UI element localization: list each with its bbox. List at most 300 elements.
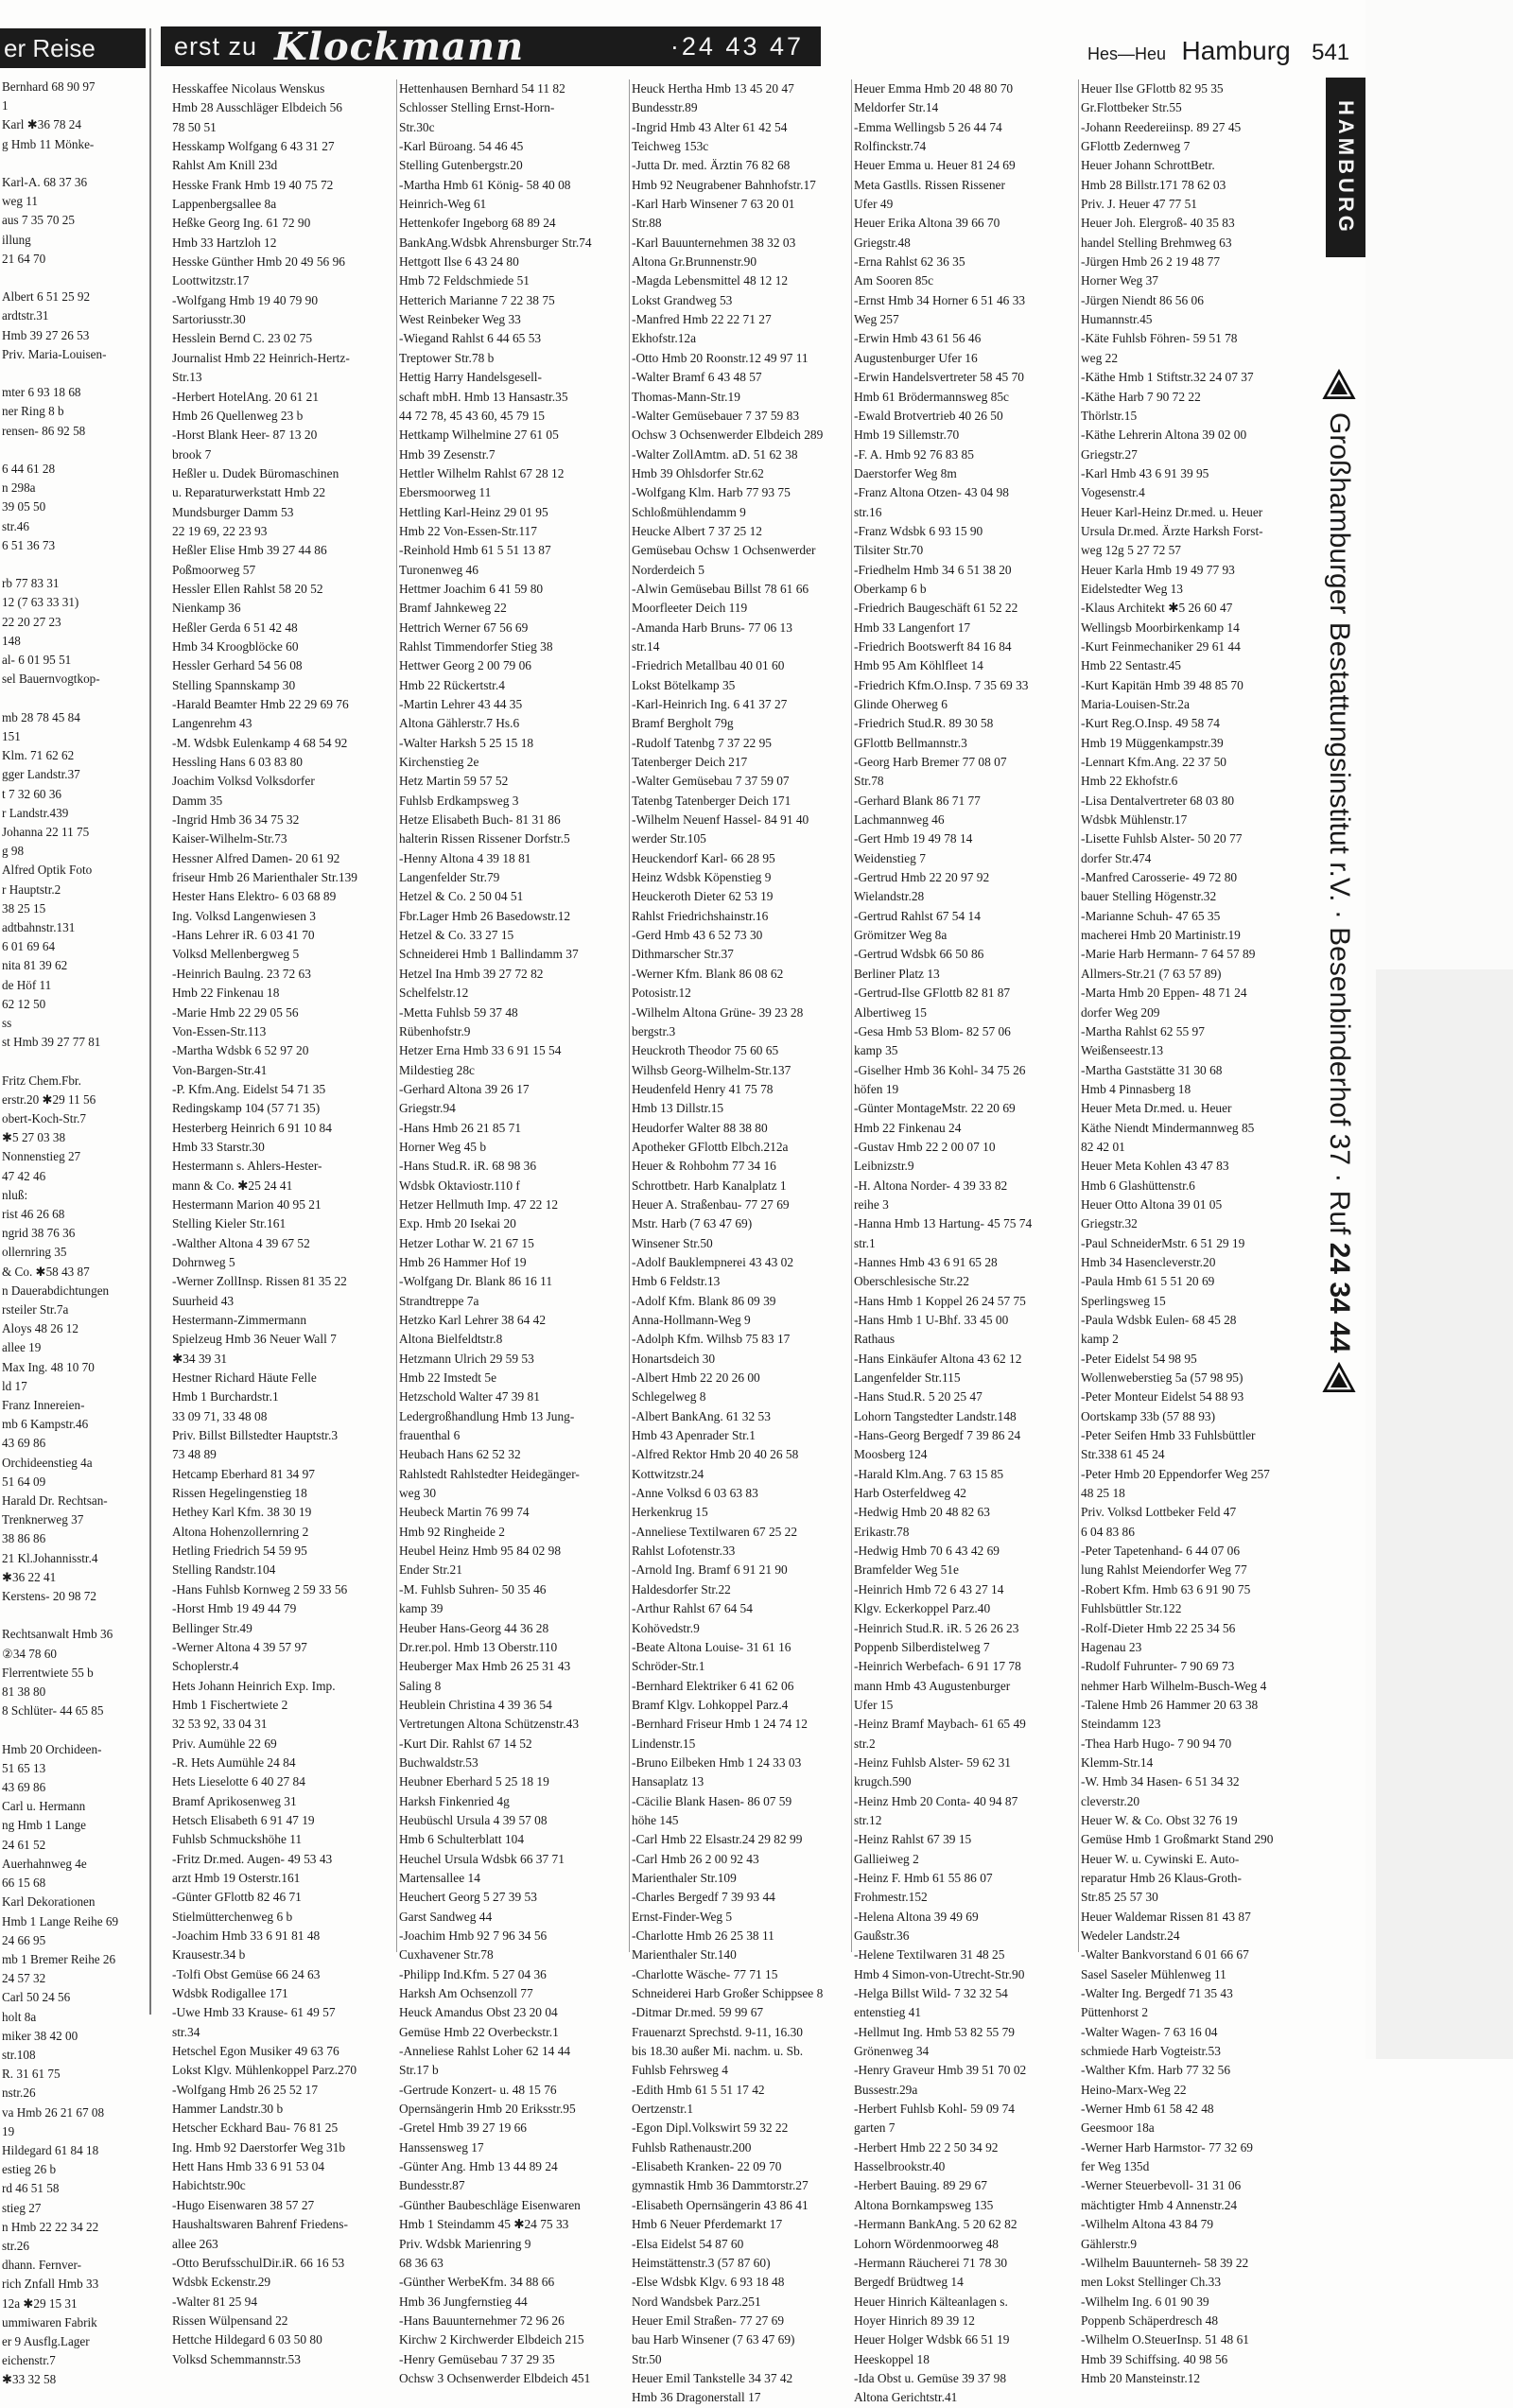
directory-entry-line: Hessler Ellen Rahlst 58 20 52 <box>172 581 323 596</box>
directory-entry-line: -Walter Wagen- 7 63 16 04 <box>1081 2024 1218 2039</box>
previous-page-line: sel Bauernvogtkop- <box>2 672 100 687</box>
directory-entry-line: bergstr.3 <box>632 1023 676 1038</box>
directory-entry-line: Heßler u. Dudek Büromaschinen <box>172 465 339 480</box>
directory-entry-line: Teichweg 153c <box>632 139 709 154</box>
directory-entry-line: -Ewald Brotvertrieb 40 26 50 <box>854 408 1003 423</box>
directory-entry-line: Heinz Wdsbk Köpenstieg 9 <box>632 870 772 885</box>
directory-entry-line: Hanssensweg 17 <box>399 2139 484 2155</box>
directory-entry-line: -Walter ZollAmtm. aD. 51 62 38 <box>632 446 798 462</box>
directory-entry-line: Hetzer Lothar W. 21 67 15 <box>399 1235 534 1250</box>
directory-entry-line: Hestermann-Zimmermann <box>172 1313 307 1327</box>
directory-entry-line: -Cäcilie Blank Hasen- 86 07 59 <box>632 1793 792 1808</box>
directory-entry-line: Poppenb Silberdistelweg 7 <box>854 1639 990 1654</box>
directory-entry-line: -Arnold Ing. Bramf 6 91 21 90 <box>632 1562 788 1578</box>
directory-entry-line: -Hermann Räucherei 71 78 30 <box>854 2255 1008 2270</box>
directory-entry-line: arzt Hmb 19 Osterstr.161 <box>172 1870 301 1885</box>
directory-entry-line: Glinde Oherweg 6 <box>854 697 948 711</box>
directory-entry-line: Schrottbetr. Harb Kanalplatz 1 <box>632 1178 787 1193</box>
directory-entry-line: -Paul SchneiderMstr. 6 51 29 19 <box>1081 1235 1245 1250</box>
directory-entry-line: Hmb 22 Finkenau 24 <box>854 1120 962 1135</box>
directory-entry-line: Oortskamp 33b (57 88 93) <box>1081 1408 1216 1423</box>
directory-entry-line: Hoyer Hinrich 89 39 12 <box>854 2312 975 2328</box>
previous-page-line: Fritz Chem.Fbr. <box>2 1073 81 1088</box>
previous-page-line: weg 11 <box>2 194 38 209</box>
directory-entry-line: Priv. Aumühle 22 69 <box>172 1736 277 1751</box>
directory-entry-line: Heuchel Ursula Wdsbk 66 37 71 <box>399 1851 565 1866</box>
bestattungsinstitut-logo-icon <box>1322 369 1356 403</box>
directory-entry-line: Buchwaldstr.53 <box>399 1754 478 1770</box>
directory-entry-line: 73 48 89 <box>172 1447 217 1462</box>
directory-entry-line: -Günter MontageMstr. 22 20 69 <box>854 1101 1016 1116</box>
directory-entry-line: Heuer Ilse GFlottb 82 95 35 <box>1081 81 1224 96</box>
previous-page-line: Carl 50 24 56 <box>2 1990 71 2005</box>
directory-entry-line: Heubüschl Ursula 4 39 57 08 <box>399 1812 548 1827</box>
directory-entry-line: Hetzer Erna Hmb 33 6 91 15 54 <box>399 1043 562 1058</box>
directory-entry-line: Heubeck Martin 76 99 74 <box>399 1505 530 1520</box>
directory-entry-line: Kirchw 2 Kirchwerder Elbdeich 215 <box>399 2332 584 2347</box>
previous-page-line: ✱5 27 03 38 <box>2 1130 66 1145</box>
previous-page-line: 6 01 69 64 <box>2 939 56 954</box>
directory-entry-line: Lokst Grandweg 53 <box>632 292 733 307</box>
directory-entry-line: Hetscher Eckhard Bau- 76 81 25 <box>172 2120 339 2136</box>
directory-entry-line: -F. A. Hmb 92 76 83 85 <box>854 446 974 462</box>
previous-page-line: 43 69 86 <box>2 1780 46 1795</box>
directory-entry-line: Rolfinckstr.74 <box>854 139 927 154</box>
directory-entry-line: -W. Hmb 34 Hasen- 6 51 34 32 <box>1081 1774 1240 1789</box>
directory-entry-line: 6 04 83 86 <box>1081 1524 1135 1539</box>
directory-entry-line: Harksh Finkenried 4g <box>399 1793 510 1808</box>
directory-entry-line: werder Str.105 <box>632 831 706 846</box>
directory-entry-line: -Arthur Rahlst 67 64 54 <box>632 1601 753 1616</box>
directory-entry-line: Saling 8 <box>399 1678 442 1693</box>
directory-entry-line: -Bernhard Friseur Hmb 1 24 74 12 <box>632 1717 808 1732</box>
previous-page-line: al- 6 01 95 51 <box>2 653 72 668</box>
directory-entry-line: -Rudolf Tatenbg 7 37 22 95 <box>632 735 772 750</box>
previous-page-line: str.26 <box>2 2238 29 2253</box>
directory-entry-line: Heuer Meta Dr.med. u. Heuer <box>1081 1101 1232 1116</box>
previous-page-line: 24 57 32 <box>2 1971 46 1986</box>
directory-entry-line: Hmb 6 Feldstr.13 <box>632 1274 721 1289</box>
directory-entry-line: Weg 257 <box>854 312 899 327</box>
directory-entry-line: Tatenbg Tatenberger Deich 171 <box>632 793 791 808</box>
directory-entry-line: Heuer Waldemar Rissen 81 43 87 <box>1081 1909 1251 1924</box>
directory-entry-line: Hammer Landstr.30 b <box>172 2102 284 2117</box>
directory-entry-line: lung Rahlst Meiendorfer Weg 77 <box>1081 1562 1247 1578</box>
directory-entry-line: Griegstr.32 <box>1081 1216 1138 1231</box>
directory-entry-line: Stielmütterchenweg 6 b <box>172 1909 293 1924</box>
previous-page-line: 51 64 09 <box>2 1474 46 1489</box>
previous-page-line: va Hmb 26 21 67 08 <box>2 2104 105 2120</box>
directory-entry-line: -Philipp Ind.Kfm. 5 27 04 36 <box>399 1966 547 1981</box>
directory-entry-line: Poppenb Schäperdresch 48 <box>1081 2312 1219 2328</box>
previous-page-line: rensen- 86 92 58 <box>2 423 86 438</box>
directory-entry-line: -Herbert Hmb 22 2 50 34 92 <box>854 2139 999 2155</box>
previous-page-line: ②34 78 60 <box>2 1646 57 1661</box>
previous-page-line: Orchideenstieg 4a <box>2 1455 93 1470</box>
directory-entry-line: Hmb 6 Neuer Pferdemarkt 17 <box>632 2217 783 2232</box>
directory-entry-line: -Johann Reedereiinsp. 89 27 45 <box>1081 119 1242 134</box>
previous-page-line: t 7 32 60 36 <box>2 786 62 801</box>
directory-entry-line: -Walter Bankvorstand 6 01 66 67 <box>1081 1947 1249 1963</box>
directory-entry-line: Hmb 4 Simon-von-Utrecht-Str.90 <box>854 1966 1025 1981</box>
previous-page-line: ardtstr.31 <box>2 308 49 323</box>
directory-entry-line: Griegstr.48 <box>854 235 911 250</box>
directory-entry-line: Vertretungen Altona Schützenstr.43 <box>399 1717 580 1732</box>
directory-entry-line: Lohorn Wördenmoorweg 48 <box>854 2236 999 2251</box>
previous-page-line: rb 77 83 31 <box>2 576 60 591</box>
directory-entry-line: -Friedhelm Hmb 34 6 51 38 20 <box>854 562 1012 577</box>
directory-entry-line: str.2 <box>854 1736 876 1751</box>
directory-entry-line: Damm 35 <box>172 793 223 808</box>
hamburg-side-tab: HAMBURG <box>1326 78 1365 257</box>
directory-entry-line: krugch.590 <box>854 1774 912 1789</box>
directory-entry-line: Ufer 15 <box>854 1697 894 1712</box>
directory-entry-line: -Heinz Fuhlsb Alster- 59 62 31 <box>854 1754 1011 1770</box>
directory-entry-line: -Marie Harb Hermann- 7 64 57 89 <box>1081 947 1256 962</box>
directory-entry-line: Von-Essen-Str.113 <box>172 1023 267 1038</box>
directory-entry-line: Cuxhavener Str.78 <box>399 1947 494 1963</box>
column-divider <box>1078 79 1079 1952</box>
directory-entry-line: Moosberg 124 <box>854 1447 928 1462</box>
directory-entry-line: Wdsbk Oktaviostr.110 f <box>399 1178 520 1193</box>
directory-entry-line: Oberschlesische Str.22 <box>854 1274 969 1289</box>
directory-entry-line: Ufer 49 <box>854 197 894 212</box>
directory-entry-line: Apotheker GFlottb Elbch.212a <box>632 1139 789 1154</box>
directory-entry-line: -Friedrich Metallbau 40 01 60 <box>632 658 785 673</box>
directory-entry-line: -Charlotte Hmb 26 25 38 11 <box>632 1928 774 1943</box>
directory-entry-line: -Alwin Gemüsebau Billst 78 61 66 <box>632 581 809 596</box>
directory-entry-line: Gählerstr.9 <box>1081 2236 1138 2251</box>
directory-entry-line: Lindenstr.15 <box>632 1736 696 1751</box>
directory-entry-line: -Ditmar Dr.med. 59 99 67 <box>632 2005 764 2020</box>
directory-entry-line: Herkenkrug 15 <box>632 1505 708 1520</box>
directory-entry-line: Treptower Str.78 b <box>399 350 495 365</box>
previous-page-line: Hmb 39 27 26 53 <box>2 327 90 342</box>
directory-entry-line: Rahlst Am Knill 23d <box>172 158 278 173</box>
directory-entry-line: Hetzel & Co. 33 27 15 <box>399 928 514 943</box>
directory-entry-line: -Gertrud-Ilse GFlottb 82 81 87 <box>854 986 1011 1001</box>
directory-entry-line: Hettling Karl-Heinz 29 01 95 <box>399 504 548 519</box>
directory-entry-line: Sartoriusstr.30 <box>172 312 246 327</box>
directory-entry-line: Hesslein Bernd C. 23 02 75 <box>172 331 313 346</box>
directory-entry-line: Sperlingsweg 15 <box>1081 1293 1166 1308</box>
directory-entry-line: 22 19 69, 22 23 93 <box>172 523 268 538</box>
directory-entry-line: Dr.rer.pol. Hmb 13 Oberstr.110 <box>399 1639 558 1654</box>
directory-entry-line: -Gerhard Blank 86 71 77 <box>854 793 981 808</box>
previous-page-line: st Hmb 39 27 77 81 <box>2 1035 101 1050</box>
directory-entry-line: fer Weg 135d <box>1081 2159 1150 2174</box>
directory-entry-line: -Anneliese Rahlst Loher 62 14 44 <box>399 2044 571 2059</box>
previous-page-line: Carl u. Hermann <box>2 1799 86 1814</box>
directory-column-5 <box>1081 79 1308 2385</box>
directory-entry-line: Heuer Emil Tankstelle 34 37 42 <box>632 2370 793 2385</box>
directory-entry-line: -Heinrich Baulng. 23 72 63 <box>172 966 311 981</box>
directory-entry-line: 78 50 51 <box>172 119 217 134</box>
directory-entry-line: Schlosser Stelling Ernst-Horn- <box>399 100 555 115</box>
directory-entry-line: Hmb 28 Billstr.171 78 62 03 <box>1081 177 1226 192</box>
previous-page-line: aus 7 35 70 25 <box>2 213 75 228</box>
directory-entry-line: Exp. Hmb 20 Isekai 20 <box>399 1216 516 1231</box>
banner-prefix: erst zu <box>174 31 258 61</box>
directory-entry-line: Hett Hans Hmb 33 6 91 53 04 <box>172 2159 325 2174</box>
directory-entry-line: Hettig Harry Handelsgesell- <box>399 370 542 385</box>
directory-entry-line: -Metta Fuhlsb 59 37 48 <box>399 1004 518 1020</box>
directory-entry-line: Hestner Richard Häute Felle <box>172 1370 317 1386</box>
directory-entry-line: dorfer Str.474 <box>1081 850 1152 865</box>
previous-page-line <box>2 154 146 173</box>
directory-entry-line: Marienthaler Str.140 <box>632 1947 737 1963</box>
directory-entry-line: Altona Hohenzollernring 2 <box>172 1524 309 1539</box>
previous-page-line: 21 Kl.Johannisstr.4 <box>2 1550 98 1565</box>
directory-entry-line: -Wiegand Rahlst 6 44 65 53 <box>399 331 542 346</box>
directory-entry-line: -Harald Klm.Ang. 7 63 15 85 <box>854 1466 1004 1481</box>
directory-entry-line: -Rolf-Dieter Hmb 22 25 34 56 <box>1081 1620 1236 1635</box>
directory-entry-line: Hets Johann Heinrich Exp. Imp. <box>172 1678 336 1693</box>
directory-entry-line: Hetzel & Co. 2 50 04 51 <box>399 889 524 904</box>
directory-entry-line: Str.13 <box>172 370 202 385</box>
directory-entry-line: -Edith Hmb 61 5 51 17 42 <box>632 2082 765 2097</box>
directory-entry-line: -Heinz Bramf Maybach- 61 65 49 <box>854 1717 1026 1732</box>
directory-entry-line: -Käthe Harb 7 90 72 22 <box>1081 389 1201 404</box>
directory-entry-line: Daerstorfer Weg 8m <box>854 465 957 480</box>
directory-entry-line: Hettgott Ilse 6 43 24 80 <box>399 254 519 270</box>
directory-entry-line: -Elisabeth Opernsängerin 43 86 41 <box>632 2197 809 2212</box>
directory-entry-line: Hettwer Georg 2 00 79 06 <box>399 658 531 673</box>
directory-entry-line: -Reinhold Hmb 61 5 51 13 87 <box>399 543 551 558</box>
directory-entry-line: Heuer Meta Kohlen 43 47 83 <box>1081 1159 1229 1174</box>
directory-entry-line: 48 25 18 <box>1081 1486 1125 1501</box>
directory-entry-line: -Otto Hmb 20 Roonstr.12 49 97 11 <box>632 350 809 365</box>
directory-entry-line: Heucke Albert 7 37 25 12 <box>632 523 762 538</box>
previous-page-line: r Landstr.439 <box>2 805 69 820</box>
directory-entry-line: -Robert Kfm. Hmb 63 6 91 90 75 <box>1081 1581 1251 1597</box>
previous-page-line: ollernring 35 <box>2 1245 67 1260</box>
directory-entry-line: Hettkamp Wilhelmine 27 61 05 <box>399 428 559 443</box>
directory-column-2 <box>399 79 626 2385</box>
directory-entry-line: -Helene Textilwaren 31 48 25 <box>854 1947 1005 1963</box>
directory-entry-line: 82 42 01 <box>1081 1139 1125 1154</box>
directory-entry-line: -Herbert Bauing. 89 29 67 <box>854 2178 987 2193</box>
directory-entry-line: Stelling Kieler Str.161 <box>172 1216 287 1231</box>
directory-entry-line: -Herbert Fuhlsb Kohl- 59 09 74 <box>854 2102 1015 2117</box>
directory-entry-line: Volksd Schemmannstr.53 <box>172 2351 301 2366</box>
previous-page-line: 38 86 86 <box>2 1531 46 1546</box>
previous-page-line: Johanna 22 11 75 <box>2 824 90 839</box>
klockmann-banner <box>161 24 821 69</box>
directory-entry-line: Hmb 33 Hartzloh 12 <box>172 235 277 250</box>
directory-entry-line: Harb Osterfeldweg 42 <box>854 1486 966 1501</box>
previous-page-line: allee 19 <box>2 1340 42 1355</box>
directory-entry-line: Albertiweg 15 <box>854 1004 927 1020</box>
directory-entry-line: -Franz Wdsbk 6 93 15 90 <box>854 523 983 538</box>
directory-entry-line: -Martha Wdsbk 6 52 97 20 <box>172 1043 309 1058</box>
directory-entry-line: Heeskoppel 18 <box>854 2351 930 2366</box>
directory-entry-line: Horner Weg 37 <box>1081 273 1158 288</box>
directory-entry-line: -Friedrich Kfm.O.Insp. 7 35 69 33 <box>854 677 1029 692</box>
directory-entry-line: Hettrich Werner 67 56 69 <box>399 619 529 635</box>
page-header <box>1087 36 1371 70</box>
directory-entry-line: Gemüse Hmb 22 Overbeckstr.1 <box>399 2024 559 2039</box>
directory-entry-line: bau Harb Winsener (7 63 47 69) <box>632 2332 795 2347</box>
previous-page-line: Flerrentwiete 55 b <box>2 1665 94 1680</box>
directory-entry-line: -Franz Altona Otzen- 43 04 98 <box>854 485 1009 500</box>
previous-page-line: 6 51 36 73 <box>2 537 56 552</box>
previous-page-line: 43 69 86 <box>2 1436 46 1451</box>
previous-page-line <box>2 1052 146 1071</box>
previous-page-line: rsteiler Str.7a <box>2 1302 69 1317</box>
directory-entry-line: Hetsch Elisabeth 6 91 47 19 <box>172 1812 315 1827</box>
directory-entry-line: Heimstättenstr.3 (57 87 60) <box>632 2255 771 2270</box>
directory-entry-line: Hmb 13 Dillstr.15 <box>632 1101 724 1116</box>
previous-page-line: Karl Dekorationen <box>2 1894 96 1910</box>
directory-entry-line: -Bruno Eilbeken Hmb 1 24 33 03 <box>632 1754 802 1770</box>
directory-entry-line: -Gertrud Hmb 22 20 97 92 <box>854 870 990 885</box>
previous-page-line: obert-Koch-Str.7 <box>2 1110 86 1125</box>
directory-entry-line: -Adolf Bauklempnerei 43 43 02 <box>632 1254 794 1269</box>
directory-entry-line: ✱34 39 31 <box>172 1351 228 1366</box>
directory-entry-line: Hmb 95 Am Köhlfleet 14 <box>854 658 983 673</box>
directory-entry-line: Hmb 22 Sentastr.45 <box>1081 658 1182 673</box>
directory-entry-line: -Herbert HotelAng. 20 61 21 <box>172 389 320 404</box>
directory-entry-line: Hmb 33 Starstr.30 <box>172 1139 265 1154</box>
directory-entry-line: -Karl-Heinrich Ing. 6 41 37 27 <box>632 697 788 711</box>
directory-entry-line: -Amanda Harb Bruns- 77 06 13 <box>632 619 792 635</box>
directory-entry-line: -Hans Hmb 1 Koppel 26 24 57 75 <box>854 1293 1026 1308</box>
directory-entry-line: -Hans Hmb 1 U-Bhf. 33 45 00 <box>854 1313 1009 1327</box>
directory-entry-line: GFlottb Bellmannstr.3 <box>854 735 967 750</box>
directory-entry-line: -Kurt Feinmechaniker 29 61 44 <box>1081 638 1241 654</box>
directory-entry-line: Eidelstedter Weg 13 <box>1081 581 1184 596</box>
directory-entry-line: -Peter Eidelst 54 98 95 <box>1081 1351 1197 1366</box>
directory-entry-line: Rahlst Friedrichshainstr.16 <box>632 908 769 923</box>
directory-entry-line: Heuber Hans-Georg 44 36 28 <box>399 1620 549 1635</box>
directory-entry-line: Hmb 19 Sillemstr.70 <box>854 428 960 443</box>
previous-page-line: Trenknerweg 37 <box>2 1512 84 1527</box>
previous-page-line: 47 42 46 <box>2 1168 46 1183</box>
directory-entry-line: -Werner Harb Harmstor- 77 32 69 <box>1081 2139 1253 2155</box>
directory-entry-line: Hmb 92 Ringheide 2 <box>399 1524 505 1539</box>
previous-page-line: 81 38 80 <box>2 1684 46 1700</box>
directory-entry-line: Ursula Dr.med. Ärzte Harksh Forst- <box>1081 523 1263 538</box>
directory-entry-line: Hmb 22 Ekhofstr.6 <box>1081 774 1178 789</box>
directory-entry-line: Str.50 <box>632 2351 662 2366</box>
directory-entry-line: -Erwin Handelsvertreter 58 45 70 <box>854 370 1024 385</box>
directory-entry-line: Ing. Hmb 92 Daerstorfer Weg 31b <box>172 2139 346 2155</box>
directory-entry-line: Hmb 43 Apenrader Str.1 <box>632 1428 756 1443</box>
directory-entry-line: Heuer Johann SchrottBetr. <box>1081 158 1215 173</box>
previous-page-line: er 9 Ausflg.Lager <box>2 2333 90 2348</box>
previous-page-line: Albert 6 51 25 92 <box>2 289 91 305</box>
page-number: 541 <box>1312 40 1350 65</box>
previous-page-line: 24 66 95 <box>2 1932 46 1947</box>
directory-entry-line: -Carl Hmb 22 Elsastr.24 29 82 99 <box>632 1832 803 1847</box>
directory-entry-line: Hesterberg Heinrich 6 91 10 84 <box>172 1120 332 1135</box>
previous-page-line: rich Znfall Hmb 33 <box>2 2277 99 2292</box>
directory-entry-line: Wielandstr.28 <box>854 889 925 904</box>
directory-entry-line: Hesskamp Wolfgang 6 43 31 27 <box>172 139 335 154</box>
directory-entry-line: cleverstr.20 <box>1081 1793 1140 1808</box>
directory-entry-line: -Peter Hmb 20 Eppendorfer Weg 257 <box>1081 1466 1270 1481</box>
directory-entry-line: -Walter 81 25 94 <box>172 2294 258 2309</box>
directory-entry-line: -Jutta Dr. med. Ärztin 76 82 68 <box>632 158 791 173</box>
previous-page-line <box>2 1720 146 1739</box>
directory-entry-line: -Werner Altona 4 39 57 97 <box>172 1639 307 1654</box>
directory-entry-line: Spielzeug Hmb 36 Neuer Wall 7 <box>172 1332 337 1347</box>
directory-entry-line: -Martha Rahlst 62 55 97 <box>1081 1023 1205 1038</box>
previous-page-line <box>2 689 146 708</box>
directory-entry-line: Bramf Aprikosenweg 31 <box>172 1793 297 1808</box>
previous-page-line: 22 20 27 23 <box>2 614 61 629</box>
directory-entry-line: -Lennart Kfm.Ang. 22 37 50 <box>1081 755 1226 770</box>
bestattungsinstitut-logo-icon <box>1322 1362 1356 1396</box>
directory-entry-line: -Hans Lehrer iR. 6 03 41 70 <box>172 928 315 943</box>
directory-entry-line: Stelling Gutenbergstr.20 <box>399 158 523 173</box>
directory-entry-line: Altona Gählerstr.7 Hs.6 <box>399 716 520 731</box>
directory-column-3 <box>632 79 857 2405</box>
previous-page-line: ngrid 38 76 36 <box>2 1226 76 1241</box>
directory-entry-line: Hmb 39 Schiffsing. 40 98 56 <box>1081 2351 1228 2366</box>
directory-entry-line: Strandtreppe 7a <box>399 1293 479 1308</box>
directory-entry-line: Rahlst Lofotenstr.33 <box>632 1544 736 1559</box>
directory-entry-line: Priv. Wdsbk Marienring 9 <box>399 2236 531 2251</box>
directory-entry-line: Hettche Hildegard 6 03 50 80 <box>172 2332 322 2347</box>
directory-entry-line: Heinrich-Weg 61 <box>399 197 487 212</box>
directory-entry-line: -Helga Billst Wild- 7 32 32 54 <box>854 1986 1008 2001</box>
directory-entry-line: Erikastr.78 <box>854 1524 910 1539</box>
directory-entry-line: Stelling Spannskamp 30 <box>172 677 296 692</box>
directory-entry-line: -Gerhard Altona 39 26 17 <box>399 1081 530 1096</box>
directory-entry-line: -Erwin Hmb 43 61 56 46 <box>854 331 982 346</box>
directory-entry-line: -Ida Obst u. Gemüse 39 37 98 <box>854 2370 1007 2385</box>
directory-entry-line: -Käthe Hmb 1 Stiftstr.32 24 07 37 <box>1081 370 1254 385</box>
directory-entry-line: -Wilhelm Ing. 6 01 90 39 <box>1081 2294 1209 2309</box>
directory-entry-line: brook 7 <box>172 446 212 462</box>
directory-entry-line: Lokst Bötelkamp 35 <box>632 677 736 692</box>
directory-entry-line: Griegstr.94 <box>399 1101 456 1116</box>
previous-page-line: Karl-A. 68 37 36 <box>2 175 88 190</box>
directory-entry-line: Hesskaffee Nicolaus Wenskus <box>172 81 325 96</box>
directory-entry-line: -Hans Hmb 26 21 85 71 <box>399 1120 522 1135</box>
directory-entry-line: -Thea Harb Hugo- 7 90 94 70 <box>1081 1736 1232 1751</box>
previous-page-line: n 298a <box>2 480 36 496</box>
previous-page-line: mb 28 78 45 84 <box>2 709 80 724</box>
directory-entry-line: Klgv. Eckerkoppel Parz.40 <box>854 1601 991 1616</box>
directory-entry-line: -Gustav Hmb 22 2 00 07 10 <box>854 1139 996 1154</box>
directory-entry-line: Wellingsb Moorbirkenkamp 14 <box>1081 619 1240 635</box>
directory-entry-line: Heubner Eberhard 5 25 18 19 <box>399 1774 549 1789</box>
directory-entry-line: Hmb 6 Schulterblatt 104 <box>399 1832 525 1847</box>
directory-entry-line: Thomas-Mann-Str.19 <box>632 389 740 404</box>
directory-entry-line: Str.78 <box>854 774 884 789</box>
directory-entry-line: Habichtstr.90c <box>172 2178 246 2193</box>
directory-entry-line: -Bernhard Elektriker 6 41 62 06 <box>632 1678 794 1693</box>
directory-entry-line: Hettmer Joachim 6 41 59 80 <box>399 581 544 596</box>
directory-entry-line: Rissen Hegelingenstieg 18 <box>172 1486 307 1501</box>
previous-page-line <box>2 555 146 574</box>
directory-entry-line: -Heinz F. Hmb 61 55 86 07 <box>854 1870 993 1885</box>
previous-page-line: ng Hmb 1 Lange <box>2 1818 86 1833</box>
directory-entry-line: -Otto BerufsschulDir.iR. 66 16 53 <box>172 2255 345 2270</box>
previous-page-line: ummiwaren Fabrik <box>2 2314 97 2329</box>
directory-entry-line: Marienthaler Str.109 <box>632 1870 737 1885</box>
directory-entry-line: -Karl Harb Winsener 7 63 20 01 <box>632 197 795 212</box>
directory-entry-line: -Beate Altona Louise- 31 61 16 <box>632 1639 791 1654</box>
directory-entry-line: Gr.Flottbeker Str.55 <box>1081 100 1182 115</box>
previous-page-line: Hmb 20 Orchideen- <box>2 1741 102 1756</box>
directory-entry-line: Bussestr.29a <box>854 2082 918 2097</box>
directory-entry-line: -Adolph Kfm. Wilhsb 75 83 17 <box>632 1332 791 1347</box>
directory-entry-line: -Elisabeth Kranken- 22 09 70 <box>632 2159 782 2174</box>
